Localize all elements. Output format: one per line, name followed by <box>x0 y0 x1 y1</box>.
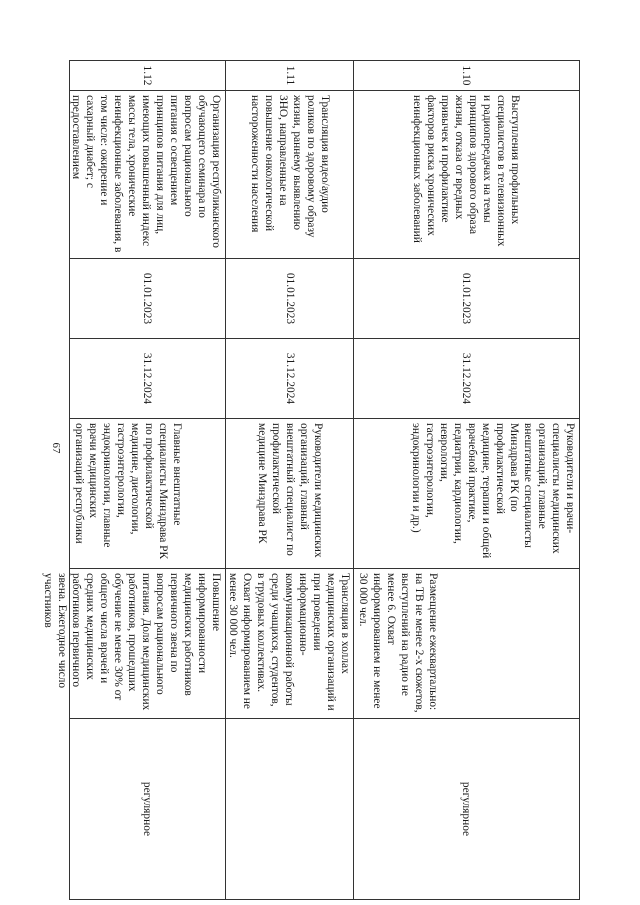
event-name: Выступления профильных специалистов в телевизионных и радиопередачах на темы принципов здорового образа жизни, отказа от вредных привычек и профилактике факторов риска хронических неинфекционных заболеваний <box>354 90 579 258</box>
indicator: Размещение ежеквартально: на ТВ не менее 2-х сюжетов, выступлений на радио не менее 6. Охват информированием не менее 30 000 чел. <box>354 568 579 718</box>
end-date: 31.12.2024 <box>226 338 354 418</box>
event-name: Организация республиканского обучающего семинара по вопросам рационального питания с освещением принципов питания для лиц, имеющих повышенный индекс массы тела, хронические неинфекционные заболевания, в том числе: ожирение и сахарный диабет; с предоставлением <box>70 90 225 258</box>
indicator: Трансляция в холлах медицинских организаций и при проведении информационно-коммуникационной работы среди учащихся, студентов, в трудовых коллективах. Охват информированием не менее 30 000 чел. <box>226 568 354 718</box>
table-row <box>225 60 354 900</box>
event-name: Трансляция видео/аудио роликов по здоровому образу жизни, раннему выявлению ЗНО, направленные на повышение онкологической настороженности населения <box>226 90 354 258</box>
end-date: 31.12.2024 <box>354 338 579 418</box>
frequency: регулярное <box>354 718 579 900</box>
responsible: Руководители и врачи-специалисты медицинских организаций, главные внештатные специалисты Минздрава РК (по профилактической медицине, терапии и общей врачебной практике, педиатрии, кардиологии, неврологии, гастроэнтерологии, эндокринологии и др.) <box>354 418 579 568</box>
responsible: Главные внештатные специалисты Минздрава РК по профилактической медицине, диетологии, гастроэнтерологии, эндокринологии, главные врачи медицинских организаций республики <box>70 418 225 568</box>
start-date: 01.01.2023 <box>354 258 579 338</box>
row-number: 1.12 <box>70 60 225 90</box>
indicator: Повышение информированности медицинских работников первичного звена по вопросам рационального питания. Доля медицинских работников, прошедших обучение не менее 30% от общего числа врачей и средних медицинских работников первичного звена. Ежегодное число участников <box>70 568 225 718</box>
frequency <box>226 718 354 900</box>
table-row <box>353 60 580 900</box>
end-date: 31.12.2024 <box>70 338 225 418</box>
start-date: 01.01.2023 <box>226 258 354 338</box>
start-date: 01.01.2023 <box>70 258 225 338</box>
responsible: Руководители медицинских организаций, главный внештатный специалист по профилактической медицине Минздрава РК <box>226 418 354 568</box>
row-number: 1.11 <box>226 60 354 90</box>
frequency: регулярное <box>70 718 225 900</box>
page-number: 67 <box>50 442 62 454</box>
row-number: 1.10 <box>354 60 579 90</box>
